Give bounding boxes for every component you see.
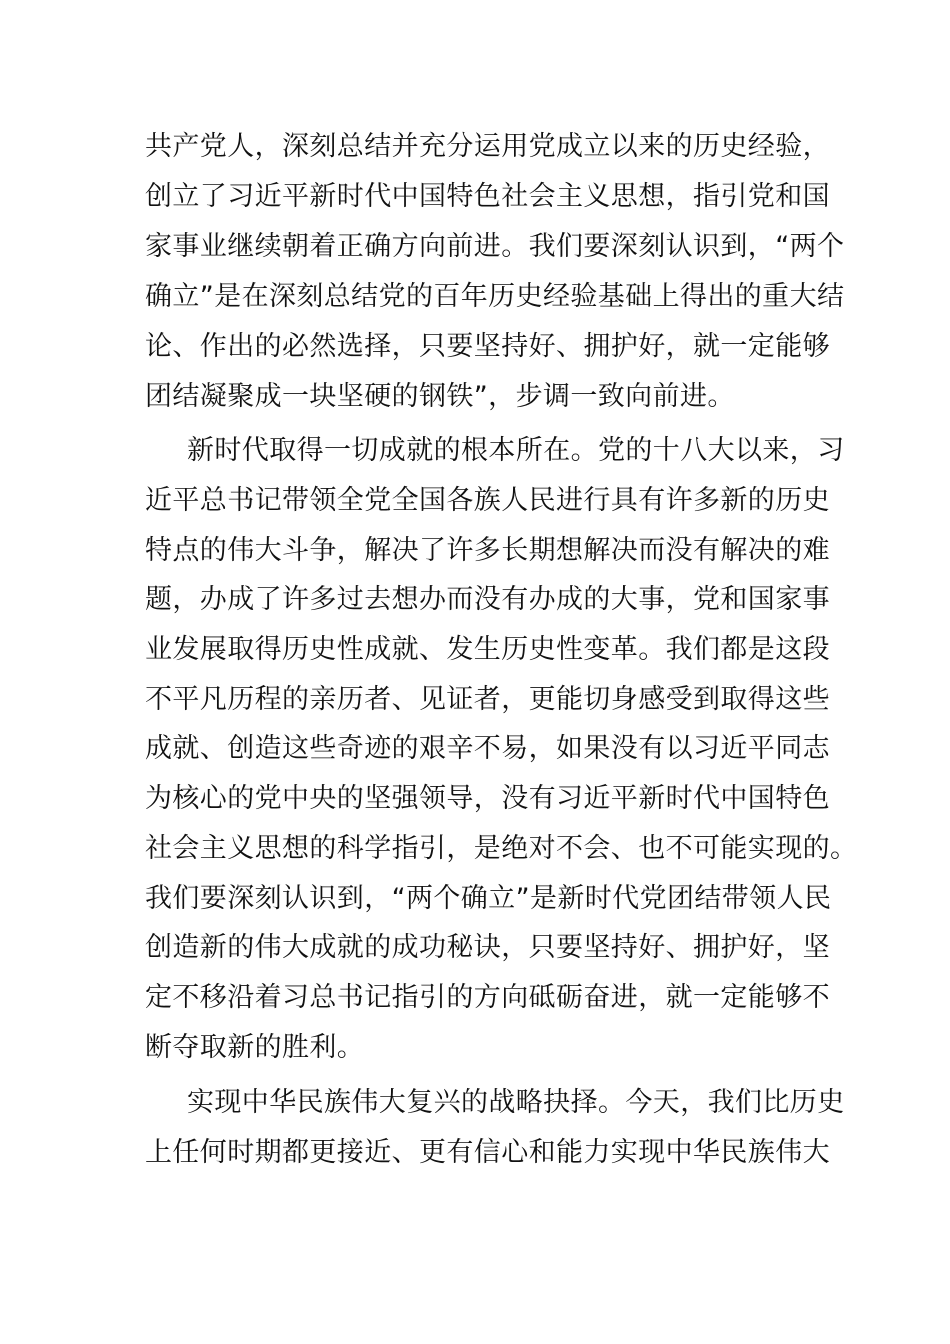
text-line: 特点的伟大斗争，解决了许多长期想解决而没有解决的难 (145, 535, 830, 566)
text-line: 上任何时期都更接近、更有信心和能力实现中华民族伟大 (145, 1137, 830, 1168)
text-line: 我们要深刻认识到，“两个确立”是新时代党团结带领人民 (145, 883, 832, 914)
paragraph-first-line: 新时代取得一切成就的根本所在。党的十八大以来，习 (187, 435, 845, 466)
text-line: 创立了习近平新时代中国特色社会主义思想，指引党和国 (145, 181, 830, 212)
text-line: 不平凡历程的亲历者、见证者，更能切身感受到取得这些 (145, 684, 830, 715)
text-line: 社会主义思想的科学指引，是绝对不会、也不可能实现的。 (145, 833, 858, 864)
text-line: 家事业继续朝着正确方向前进。我们要深刻认识到，“两个 (145, 231, 845, 262)
text-line: 断夺取新的胜利。 (145, 1032, 365, 1063)
text-line: 论、作出的必然选择，只要坚持好、拥护好，就一定能够 (145, 331, 830, 362)
paragraph-first-line: 实现中华民族伟大复兴的战略抉择。今天，我们比历史 (187, 1087, 845, 1118)
text-line: 定不移沿着习总书记指引的方向砥砺奋进，就一定能够不 (145, 982, 830, 1013)
text-line: 确立”是在深刻总结党的百年历史经验基础上得出的重大结 (145, 281, 845, 312)
text-line: 业发展取得历史性成就、发生历史性变革。我们都是这段 (145, 634, 830, 665)
text-line: 创造新的伟大成就的成功秘诀，只要坚持好、拥护好，坚 (145, 932, 830, 963)
text-line: 题，办成了许多过去想办而没有办成的大事，党和国家事 (145, 584, 830, 615)
text-line: 为核心的党中央的坚强领导，没有习近平新时代中国特色 (145, 783, 830, 814)
text-line: 成就、创造这些奇迹的艰辛不易，如果没有以习近平同志 (145, 733, 830, 764)
text-line: 团结凝聚成一块坚硬的钢铁”，步调一致向前进。 (145, 381, 735, 412)
text-line: 共产党人，深刻总结并充分运用党成立以来的历史经验， (145, 131, 830, 162)
text-line: 近平总书记带领全党全国各族人民进行具有许多新的历史 (145, 485, 830, 516)
